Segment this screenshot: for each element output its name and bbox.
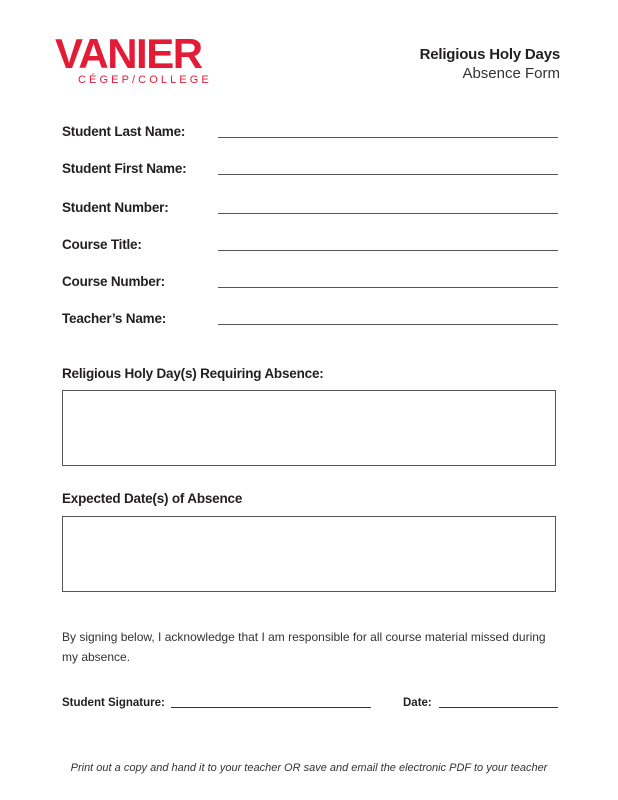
field-teacher-name [62,309,558,331]
form-title-block [420,45,560,83]
field-course-number [62,272,558,294]
expected-dates-label: Expected Date(s) of Absence [62,491,243,506]
form-subtitle: Absence Form [462,65,560,82]
acknowledgement-text: By signing below, I acknowledge that I am responsible for all course material missed during my absence. [62,630,546,664]
holy-days-textbox[interactable] [62,390,556,466]
student-first-name-input[interactable] [218,174,558,175]
field-student-last-name [62,122,558,144]
signature-input[interactable] [171,707,371,708]
course-number-input[interactable] [218,287,558,288]
logo-wordmark: VANIER [55,30,202,77]
field-label: Teacher’s Name: [62,311,167,326]
footer-note: Print out a copy and hand it to your teacher OR save and email the electronic PDF to your teacher [70,762,548,774]
student-number-input[interactable] [218,213,558,214]
expected-dates-textbox[interactable] [62,516,556,592]
date-input[interactable] [439,707,558,708]
field-label: Course Title: [62,237,142,252]
field-label: Course Number: [62,274,165,289]
course-title-input[interactable] [218,250,558,251]
holy-days-label: Religious Holy Day(s) Requiring Absence: [62,366,324,381]
field-course-title [62,235,558,257]
field-label: Student First Name: [62,161,187,176]
teacher-name-input[interactable] [218,324,558,325]
student-last-name-input[interactable] [218,137,558,138]
field-student-first-name [62,159,558,181]
form-title: Religious Holy Days [419,46,560,63]
date-label: Date: [403,697,432,709]
vanier-logo [55,30,216,86]
field-label: Student Last Name: [62,124,186,139]
field-label: Student Number: [62,200,169,215]
signature-label: Student Signature: [62,697,165,709]
field-student-number [62,198,558,220]
logo-subtitle: CÉGEP/COLLEGE [78,74,212,86]
